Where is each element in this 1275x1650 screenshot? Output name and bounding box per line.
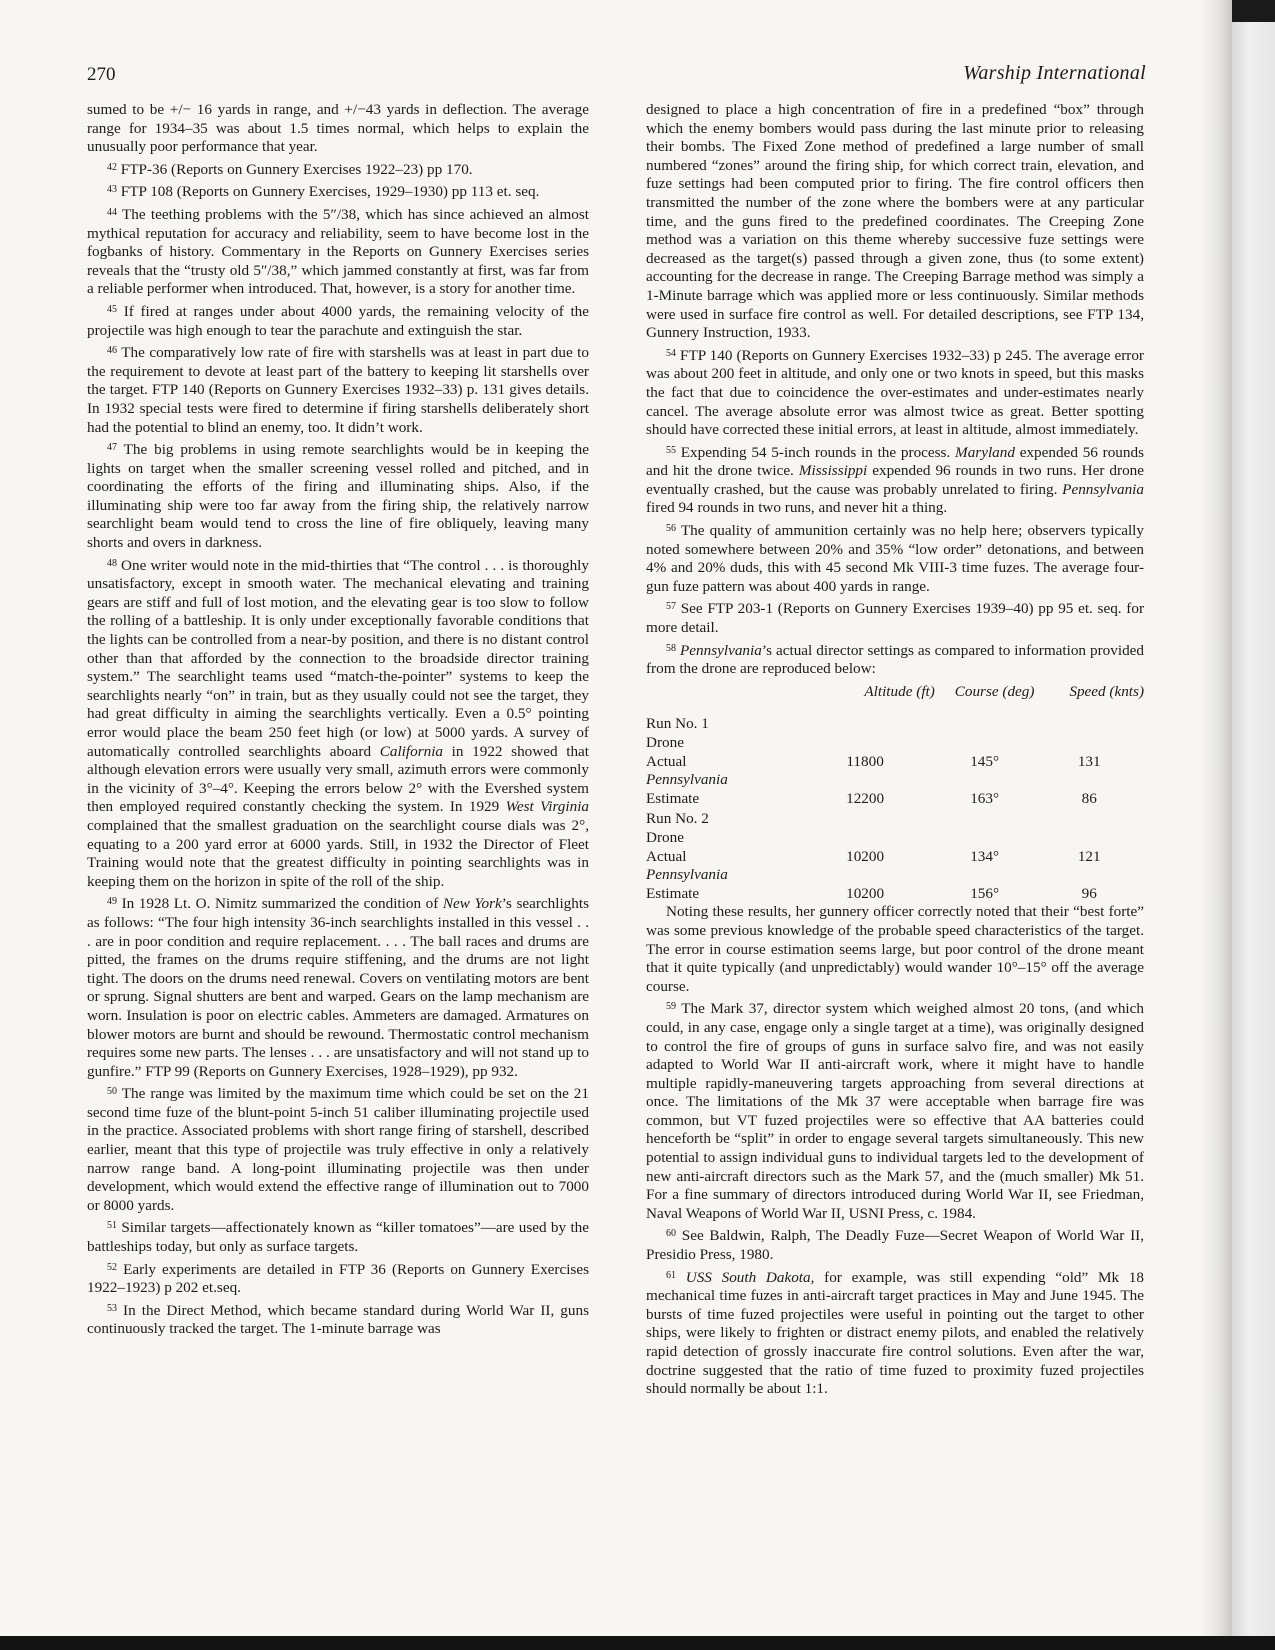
footnote-marker: 51	[107, 1220, 117, 1232]
row-source-label: Drone	[646, 734, 684, 751]
course-cell: 134°	[970, 847, 1000, 865]
footnote-46	[87, 344, 589, 437]
text-run: FTP 108 (Reports on Gunnery Exercises, 1929–1930) pp 113 et. seq.	[117, 183, 540, 201]
italic-text: Mississippi	[798, 462, 868, 480]
italic-text: California	[379, 742, 444, 760]
table-header-speed: Speed (knts)	[1069, 682, 1144, 700]
footnote-42	[87, 161, 589, 180]
row-kind-label: Actual	[646, 752, 687, 770]
page-edge-shadow	[1200, 0, 1232, 1636]
text-run: In the Direct Method, which became standard during World War II, guns continuously tracked the target. The 1-minute barrage was	[87, 1301, 589, 1338]
italic-text: USS South Dakota,	[676, 1268, 815, 1286]
text-run: sumed to be +/− 16 yards in range, and +/−43 yards in deflection. The average range for 1934–35 was about 1.5 times normal, which helps to explain the unusually poor performance that year.	[87, 101, 589, 156]
table-header-altitude: Altitude (ft)	[864, 682, 935, 700]
course-cell: 156°	[970, 884, 1000, 902]
footnote-44	[87, 206, 589, 299]
speed-cell: 86	[1081, 789, 1097, 807]
table-run-label-row	[646, 808, 1144, 829]
footnote-marker: 50	[107, 1086, 117, 1098]
footnote-marker: 43	[107, 184, 117, 196]
table-row	[646, 848, 1144, 867]
footnote-marker: 55	[666, 444, 676, 456]
run-label: Run No. 2	[646, 810, 709, 828]
footnote-54	[646, 347, 1144, 440]
footnote-57	[646, 600, 1144, 637]
italic-text: Pennsylvania	[1062, 480, 1144, 498]
footnote-47	[87, 441, 589, 553]
row-source-label: Pennsylvania	[646, 866, 728, 884]
footnote-marker: 49	[107, 896, 117, 908]
text-run: in 1922 showed that although elevation errors were usually very small, azimuth errors were commonly in the vicinity of 3°–4°. Keeping the errors below 2° with the Evershed system then employed required constantly checking the system. In 1929	[87, 742, 589, 816]
footnote-marker: 53	[107, 1302, 117, 1314]
text-run: Early experiments are detailed in FTP 36 (Reports on Gunnery Exercises 1922–1923) p 202 et.seq.	[87, 1260, 589, 1297]
text-run: for example, was still expending “old” Mk 18 mechanical time fuzes in anti-aircraft target practices in May and June 1945. The bursts of time fuzed projectiles were useful in pointing out the target to other ships, were likely to frighten or distract enemy pilots, and enabled the relatively rapid detection of grossly inaccurate fire control solutions. Even after the war, doctrine suggested that the ratio of time fuzed to proximity fuzed projectiles should normally be about 1:1.	[646, 1268, 1144, 1398]
text-run: FTP 140 (Reports on Gunnery Exercises 1932–33) p 245. The average error was about 200 feet in altitude, and only one or two knots in speed, but this masks the fact that due to coincidence the over-estimates and under-estimates nearly cancel. The average absolute error was almost twice as great. Better spotting should have corrected these initial errors, at least in altitude, almost immediately.	[646, 346, 1144, 439]
table-row	[646, 885, 1144, 904]
course-cell: 145°	[970, 752, 1000, 770]
course-cell: 163°	[970, 789, 1000, 807]
speed-cell: 131	[1077, 752, 1101, 770]
table-row	[646, 753, 1144, 772]
table-header-blank	[646, 683, 795, 714]
table-row-label	[646, 829, 1144, 848]
text-run: ’s actual director settings as compared to information provided from the drone are reproduced below:	[646, 641, 1145, 678]
right-column-notes-before	[646, 101, 1144, 679]
footnote-marker: 47	[107, 442, 117, 454]
text-run: In 1928 Lt. O. Nimitz summarized the condition of	[117, 895, 443, 913]
text-run: Noting these results, her gunnery officer correctly noted that their “best forte” was some previous knowledge of the probable speed characteristics of the target. The error in course estimation seems large, but poor control of the drone meant that it quite typically (and unpredictably) would wander 10°–15° off the average course.	[646, 903, 1144, 995]
right-column-notes-after	[646, 903, 1144, 1398]
altitude-cell: 11800	[846, 752, 884, 770]
footnote-49	[87, 895, 589, 1081]
text-run: One writer would note in the mid-thirties that “The control . . . is thoroughly unsatisfactory, except in smooth water. The mechanical elevating and training gears are stiff and full of lost motion, and the elevating gear is too slow to follow the rolling of a battleship. It is only under exceptionally favorable conditions that the lights can be controlled from a near-by position, and there is no distant control other than that afforded by the connection to the broadside director training system.” The searchlight teams used “match-the-pointer” systems to keep the searchlights nearly “on” in train, but as they usually could not see the target, they had great difficulty in aiming the searchlights vertically. Even a 0.5° pointing error would place the beam 250 feet high (or low) at 5000 yards. A survey of automatically controlled searchlights aboard	[87, 556, 589, 760]
footnote-marker: 45	[107, 303, 117, 315]
footnote-marker: 60	[666, 1228, 676, 1240]
row-kind-label: Estimate	[646, 789, 700, 807]
footnote-marker: 46	[107, 345, 117, 357]
table-row-label	[646, 866, 1144, 885]
footnote-marker: 57	[666, 601, 676, 613]
footnote-marker: 42	[107, 161, 117, 173]
footnote-48	[87, 557, 589, 892]
footnote-58	[646, 642, 1144, 679]
footnote-marker: 52	[107, 1261, 117, 1273]
text-run: The comparatively low rate of fire with starshells was at least in part due to the requirement to devote at least part of the battery to keeping lit starshells over the target. FTP 140 (Reports on Gunnery Exercises 1932–33) p. 131 gives details. In 1932 special tests were fired to determine if firing starshells deliberately short had the potential to blind an enemy, too. It didn’t work.	[87, 344, 589, 436]
footnote-60	[646, 1227, 1144, 1264]
scanner-corner	[1232, 0, 1275, 22]
footnote-61	[646, 1269, 1144, 1399]
paragraph	[646, 903, 1144, 996]
text-run: ’s searchlights as follows: “The four high intensity 36-inch searchlights installed in this vessel . . . are in poor condition and require replacement. . . . The ball races and drums are pitted, the frames on the drums require stiffening, and the drums are not light tight. The doors on the drums need renewal. Covers on ventilating motors are bent or sprung. Signal shutters are bent and warped. Gears on the lamp mechanism are worn. Insulation is poor on electric cables. Ammeters are damaged. Armatures on blower motors are burnt and should be rewound. Thermostatic control mechanism requires some new parts. The lenses . . . are unsatisfactory and will not stand up to gunfire.” FTP 99 (Reports on Gunnery Exercises, 1928–1929), pp 932.	[87, 895, 589, 1080]
altitude-cell: 10200	[846, 847, 885, 865]
running-head: Warship International	[963, 62, 1146, 84]
table-run-label-row	[646, 713, 1144, 734]
run-label: Run No. 1	[646, 715, 709, 733]
footnote-51	[87, 1219, 589, 1256]
italic-text: New York	[442, 895, 502, 913]
italic-text: West Virginia	[505, 798, 590, 816]
scanner-margin	[1232, 0, 1275, 1650]
text-run: See FTP 203-1 (Reports on Gunnery Exercises 1939–40) pp 95 et. seq. for more detail.	[646, 600, 1144, 637]
text-run: Similar targets—affectionately known as “killer tomatoes”—are used by the battleships today, but only as surface targets.	[87, 1219, 589, 1256]
altitude-cell: 10200	[846, 884, 885, 902]
footnote-45	[87, 303, 589, 340]
footnote-59	[646, 1000, 1144, 1223]
footnote-marker: 54	[666, 347, 676, 359]
text-run: expended 56 rounds and hit the drone twice.	[646, 443, 1144, 480]
text-run: See Baldwin, Ralph, The Deadly Fuze—Secret Weapon of World War II, Presidio Press, 1980.	[646, 1227, 1144, 1264]
footnote-53	[87, 1302, 589, 1339]
text-run: The big problems in using remote searchlights would be in keeping the lights on target when the smaller screening vessel rolled and pitched, and in coordinating the efforts of the firing and illuminating ships. Also, if the illuminating ship were too far away from the firing ship, the relatively narrow searchlight beam would tend to cross the line of fire obliquely, leaving many shorts and overs in darkness.	[87, 441, 589, 552]
speed-cell: 121	[1077, 847, 1101, 865]
right-column	[646, 101, 1144, 1403]
footnote-marker: 48	[107, 557, 117, 569]
scanner-bottom-edge	[0, 1636, 1275, 1650]
footnote-56	[646, 522, 1144, 596]
text-run: If fired at ranges under about 4000 yards, the remaining velocity of the projectile was high enough to tear the parachute and extinguish the star.	[87, 302, 589, 339]
row-source-label: Drone	[646, 828, 684, 846]
footnote-marker: 61	[666, 1269, 676, 1281]
paragraph	[87, 101, 589, 157]
speed-cell: 96	[1081, 884, 1097, 902]
italic-text: Maryland	[955, 443, 1015, 461]
altitude-cell: 12200	[846, 789, 885, 807]
footnote-marker: 44	[107, 206, 117, 218]
text-run: FTP-36 (Reports on Gunnery Exercises 1922–23) pp 170.	[117, 160, 473, 178]
table-row-label	[646, 771, 1144, 790]
text-run: The teething problems with the 5″/38, which has since achieved an almost mythical reputation for accuracy and reliability, seem to have become lost in the fogbanks of history. Commentary in the Reports on Gunnery Exercises series reveals that the “trusty old 5″/38,” which jammed constantly at first, was far from a reliable performer when introduced. That, however, is a story for another time.	[87, 205, 589, 298]
footnote-43	[87, 183, 589, 202]
text-run: expended 96 rounds in two runs. Her drone eventually crashed, but the cause was probably unrelated to firing.	[646, 462, 1144, 498]
text-run: fired 94 rounds in two runs, and never hit a thing.	[646, 499, 948, 517]
footnote-52	[87, 1261, 589, 1298]
text-run: designed to place a high concentration of fire in a predefined “box” through which the enemy bombers would pass during the last minute prior to releasing their bombs. The Fixed Zone method of predefined a large number of small numbered “zones” around the firing ship, for which correct train, elevation, and fuze settings had been computed prior to firing. The fire control officers then transmitted the number of the zone where the bombers were at any particular time, and the guns fired to the predefined coordinates. The Creeping Zone method was a variation on this theme whereby successive fuze settings were decreased as the target(s) passed through a given zone, thus (to some extent) accounting for the decrease in range. The Creeping Barrage method was simply a 1-Minute barrage which was applied more or less continuously. Similar methods were used in surface fire control as well. For detailed descriptions, see FTP 134, Gunnery Instruction, 1933.	[646, 101, 1144, 342]
director-settings-table	[646, 683, 1144, 904]
text-run: The Mark 37, director system which weighed almost 20 tons, (and which could, in any case, engage only a single target at a time), was originally designed to control the fire of groups of guns in surface salvo fire, and was not easily adapted to World War II anti-aircraft work, where it might have to handle multiple rapidly-maneuvering targets approaching from several directions at once. The limitations of the Mk 37 were acceptable when barrage fire was common, but VT fuzed projectiles were so effective that AA batteries could henceforth be “split” in order to engage several targets simultaneously. This new potential to assign individual guns to individual targets led to the development of new anti-aircraft directors such as the Mark 57, and the (much smaller) Mk 51. For a fine summary of directors introduced during World War II, see Friedman, Naval Weapons of World War II, USNI Press, c. 1984.	[646, 1000, 1144, 1222]
table-row-label	[646, 734, 1144, 753]
page-number: 270	[87, 64, 116, 85]
row-source-label: Pennsylvania	[646, 771, 728, 789]
text-run: The range was limited by the maximum time which could be set on the 21 second time fuze of the blunt-point 5-inch 51 caliber illuminating projectile used in the practice. Associated problems with short range firing of starshell, described earlier, meant that this type of projectile was truly effective in only a relatively narrow range band. A long-point illuminating projectile was then under development, which would extend the effective range of illumination out to 7000 or 8000 yards.	[87, 1085, 589, 1214]
table-header-row	[646, 683, 1144, 714]
text-run: Expending 54 5-inch rounds in the process.	[676, 443, 956, 461]
table-header-course: Course (deg)	[954, 682, 1035, 700]
row-kind-label: Actual	[646, 847, 687, 865]
row-kind-label: Estimate	[646, 884, 700, 902]
text-run: complained that the smallest graduation on the searchlight course dials was 2°, equating to a 200 yard error at 6000 yards. Still, in 1932 the Director of Fleet Training would note that the greatest difficulty in pointing searchlights was in keeping them on the horizon in spite of the roll of the ship.	[87, 816, 589, 890]
text-run: The quality of ammunition certainly was no help here; observers typically noted somewhere between 20% and 35% “low order” detonations, and between 4% and 20% duds, this with 45 second Mk VIII-3 time fuzes. The average four-gun fuze pattern was about 400 yards in range.	[646, 522, 1144, 595]
footnote-55	[646, 444, 1144, 518]
footnote-marker: 56	[666, 523, 676, 535]
italic-text: Pennsylvania	[680, 641, 762, 659]
table-row	[646, 790, 1144, 809]
footnote-marker: 59	[666, 1001, 676, 1013]
left-column	[87, 101, 589, 1343]
paragraph	[646, 101, 1144, 343]
footnote-50	[87, 1085, 589, 1215]
footnote-marker: 58	[666, 642, 676, 654]
table-body	[646, 713, 1144, 903]
